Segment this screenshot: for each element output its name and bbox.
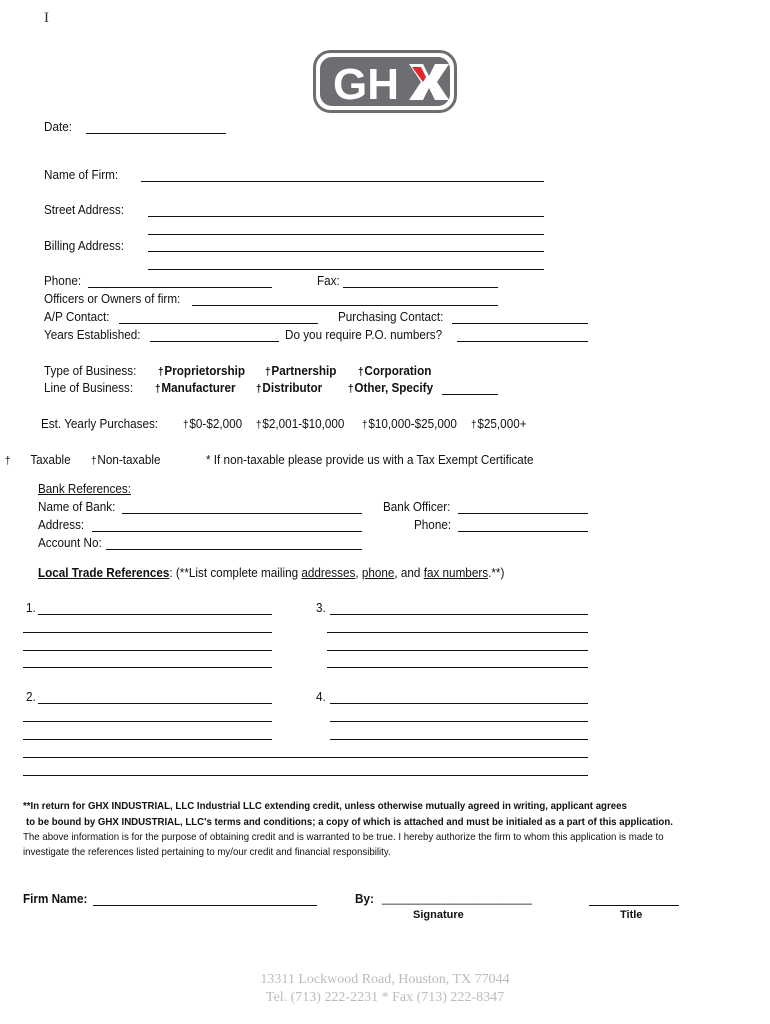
checkbox-icon[interactable]: † bbox=[265, 366, 271, 378]
fax-field[interactable] bbox=[343, 287, 498, 288]
street-address-field[interactable] bbox=[148, 216, 544, 217]
phone-label: Phone: bbox=[44, 273, 82, 288]
bank-references-heading: Bank References: bbox=[38, 481, 132, 496]
ap-contact-label: A/P Contact: bbox=[44, 309, 110, 324]
checkbox-icon[interactable]: † bbox=[256, 419, 262, 431]
street-address-field-2[interactable] bbox=[148, 234, 544, 235]
signature-caption: Signature bbox=[413, 909, 464, 921]
business-type-proprietorship[interactable]: †Proprietorship bbox=[158, 363, 246, 378]
ghx-logo bbox=[313, 50, 457, 113]
trade-ref-4-number: 4. bbox=[316, 689, 326, 704]
purchases-option-1[interactable]: †$0-$2,000 bbox=[183, 416, 243, 431]
date-label: Date: bbox=[44, 119, 72, 134]
trade-ref-2-line-2[interactable] bbox=[23, 721, 272, 722]
ap-contact-field[interactable] bbox=[119, 323, 318, 324]
officers-label: Officers or Owners of firm: bbox=[44, 291, 181, 306]
checkbox-icon[interactable]: † bbox=[471, 419, 477, 431]
bank-phone-field[interactable] bbox=[458, 531, 588, 532]
purchasing-contact-label: Purchasing Contact: bbox=[338, 309, 444, 324]
title-caption: Title bbox=[620, 909, 643, 921]
checkbox-icon[interactable]: † bbox=[362, 419, 368, 431]
firm-name-sign-field[interactable] bbox=[93, 905, 317, 906]
trade-ref-3-line-2[interactable] bbox=[327, 632, 588, 633]
purchases-option-3[interactable]: †$10,000-$25,000 bbox=[362, 416, 457, 431]
account-no-label: Account No: bbox=[38, 535, 102, 550]
title-field[interactable] bbox=[589, 905, 679, 906]
bank-officer-label: Bank Officer: bbox=[383, 499, 451, 514]
business-line-other[interactable]: †Other, Specify bbox=[348, 380, 434, 395]
firm-name-field[interactable] bbox=[141, 181, 544, 182]
po-numbers-field[interactable] bbox=[457, 341, 588, 342]
trade-ref-4-line-2[interactable] bbox=[330, 721, 588, 722]
phone-field[interactable] bbox=[88, 287, 272, 288]
trade-ref-2-number: 2. bbox=[26, 689, 36, 704]
trade-references-heading: Local Trade References: (**List complete mailing addresses, phone, and fax numbers.**) bbox=[38, 565, 505, 580]
trade-ref-1-number: 1. bbox=[26, 600, 36, 615]
trade-ref-2-line-1[interactable] bbox=[38, 703, 272, 704]
bank-address-field[interactable] bbox=[92, 531, 362, 532]
checkbox-icon[interactable]: † bbox=[155, 383, 161, 395]
fax-label: Fax: bbox=[317, 273, 340, 288]
street-address-label: Street Address: bbox=[44, 202, 125, 217]
trade-ref-3-line-1[interactable] bbox=[330, 614, 588, 615]
other-specify-field[interactable] bbox=[442, 394, 498, 395]
bank-address-label: Address: bbox=[38, 517, 85, 532]
purchases-option-2[interactable]: †$2,001-$10,000 bbox=[256, 416, 345, 431]
footer-address: 13311 Lockwood Road, Houston, TX 77044 bbox=[260, 972, 510, 987]
trade-ref-3-number: 3. bbox=[316, 600, 326, 615]
signature-field[interactable]: _________________________ bbox=[382, 891, 533, 905]
checkbox-icon[interactable]: † bbox=[348, 383, 354, 395]
terms-line-4: investigate the references listed pertaining to my/our credit and financial responsibility. bbox=[23, 846, 391, 858]
business-line-distributor[interactable]: †Distributor bbox=[256, 380, 323, 395]
purchasing-contact-field[interactable] bbox=[452, 323, 588, 324]
tax-non-taxable[interactable]: †Non-taxable bbox=[91, 452, 161, 467]
billing-address-label: Billing Address: bbox=[44, 238, 125, 253]
tax-taxable[interactable]: † Taxable bbox=[5, 452, 71, 467]
checkbox-icon[interactable]: † bbox=[358, 366, 364, 378]
trade-ref-1-line-3[interactable] bbox=[23, 650, 272, 651]
checkbox-icon[interactable]: † bbox=[5, 455, 11, 467]
checkbox-icon[interactable]: † bbox=[91, 455, 97, 467]
trade-ref-1-line-1[interactable] bbox=[38, 614, 272, 615]
bank-name-field[interactable] bbox=[122, 513, 362, 514]
officers-field[interactable] bbox=[192, 305, 498, 306]
checkbox-icon[interactable]: † bbox=[183, 419, 189, 431]
billing-address-field-2[interactable] bbox=[148, 269, 544, 270]
yearly-purchases-label: Est. Yearly Purchases: bbox=[41, 416, 159, 431]
business-line-label: Line of Business: bbox=[44, 380, 134, 395]
terms-line-3: The above information is for the purpose of obtaining credit and is warranted to be true. I hereby authorize the firm to whom this application is made to bbox=[23, 831, 664, 843]
trade-ref-3-line-3[interactable] bbox=[327, 650, 588, 651]
trade-ref-4-line-1[interactable] bbox=[330, 703, 588, 704]
trade-ref-1-line-4[interactable] bbox=[23, 667, 272, 668]
firm-name-label: Name of Firm: bbox=[44, 167, 119, 182]
bank-officer-field[interactable] bbox=[458, 513, 588, 514]
purchases-option-4[interactable]: †$25,000+ bbox=[471, 416, 527, 431]
billing-address-field[interactable] bbox=[148, 251, 544, 252]
svg-text:GH: GH bbox=[333, 60, 399, 109]
account-no-field[interactable] bbox=[106, 549, 362, 550]
trade-ref-1-line-2[interactable] bbox=[23, 632, 272, 633]
po-numbers-label: Do you require P.O. numbers? bbox=[285, 327, 443, 342]
business-type-corporation[interactable]: †Corporation bbox=[358, 363, 432, 378]
business-line-manufacturer[interactable]: †Manufacturer bbox=[155, 380, 236, 395]
years-established-field[interactable] bbox=[150, 341, 279, 342]
tax-exempt-note: * If non-taxable please provide us with a Tax Exempt Certificate bbox=[206, 452, 534, 467]
trade-ref-bottom-line-1[interactable] bbox=[23, 757, 588, 758]
terms-line-1: **In return for GHX INDUSTRIAL, LLC Industrial LLC extending credit, unless otherwise mutually agreed in writing, applicant agrees bbox=[23, 800, 627, 812]
trade-ref-4-line-3[interactable] bbox=[330, 739, 588, 740]
trade-ref-bottom-line-2[interactable] bbox=[23, 775, 588, 776]
by-label: By: bbox=[355, 891, 374, 906]
date-field[interactable] bbox=[86, 133, 226, 134]
terms-line-2: to be bound by GHX INDUSTRIAL, LLC's terms and conditions; a copy of which is attached and must be initialed as a part of this application. bbox=[26, 816, 673, 828]
years-established-label: Years Established: bbox=[44, 327, 141, 342]
bank-phone-label: Phone: bbox=[414, 517, 452, 532]
business-type-label: Type of Business: bbox=[44, 363, 137, 378]
checkbox-icon[interactable]: † bbox=[256, 383, 262, 395]
bank-name-label: Name of Bank: bbox=[38, 499, 116, 514]
trade-references-title: Local Trade References bbox=[38, 565, 170, 580]
business-type-partnership[interactable]: †Partnership bbox=[265, 363, 337, 378]
footer-contact: Tel. (713) 222-2231 * Fax (713) 222-8347 bbox=[265, 990, 505, 1005]
trade-ref-3-line-4[interactable] bbox=[327, 667, 588, 668]
checkbox-icon[interactable]: † bbox=[158, 366, 164, 378]
firm-name-sign-label: Firm Name: bbox=[23, 891, 88, 906]
trade-ref-2-line-3[interactable] bbox=[23, 739, 272, 740]
top-mark: I bbox=[44, 10, 49, 26]
